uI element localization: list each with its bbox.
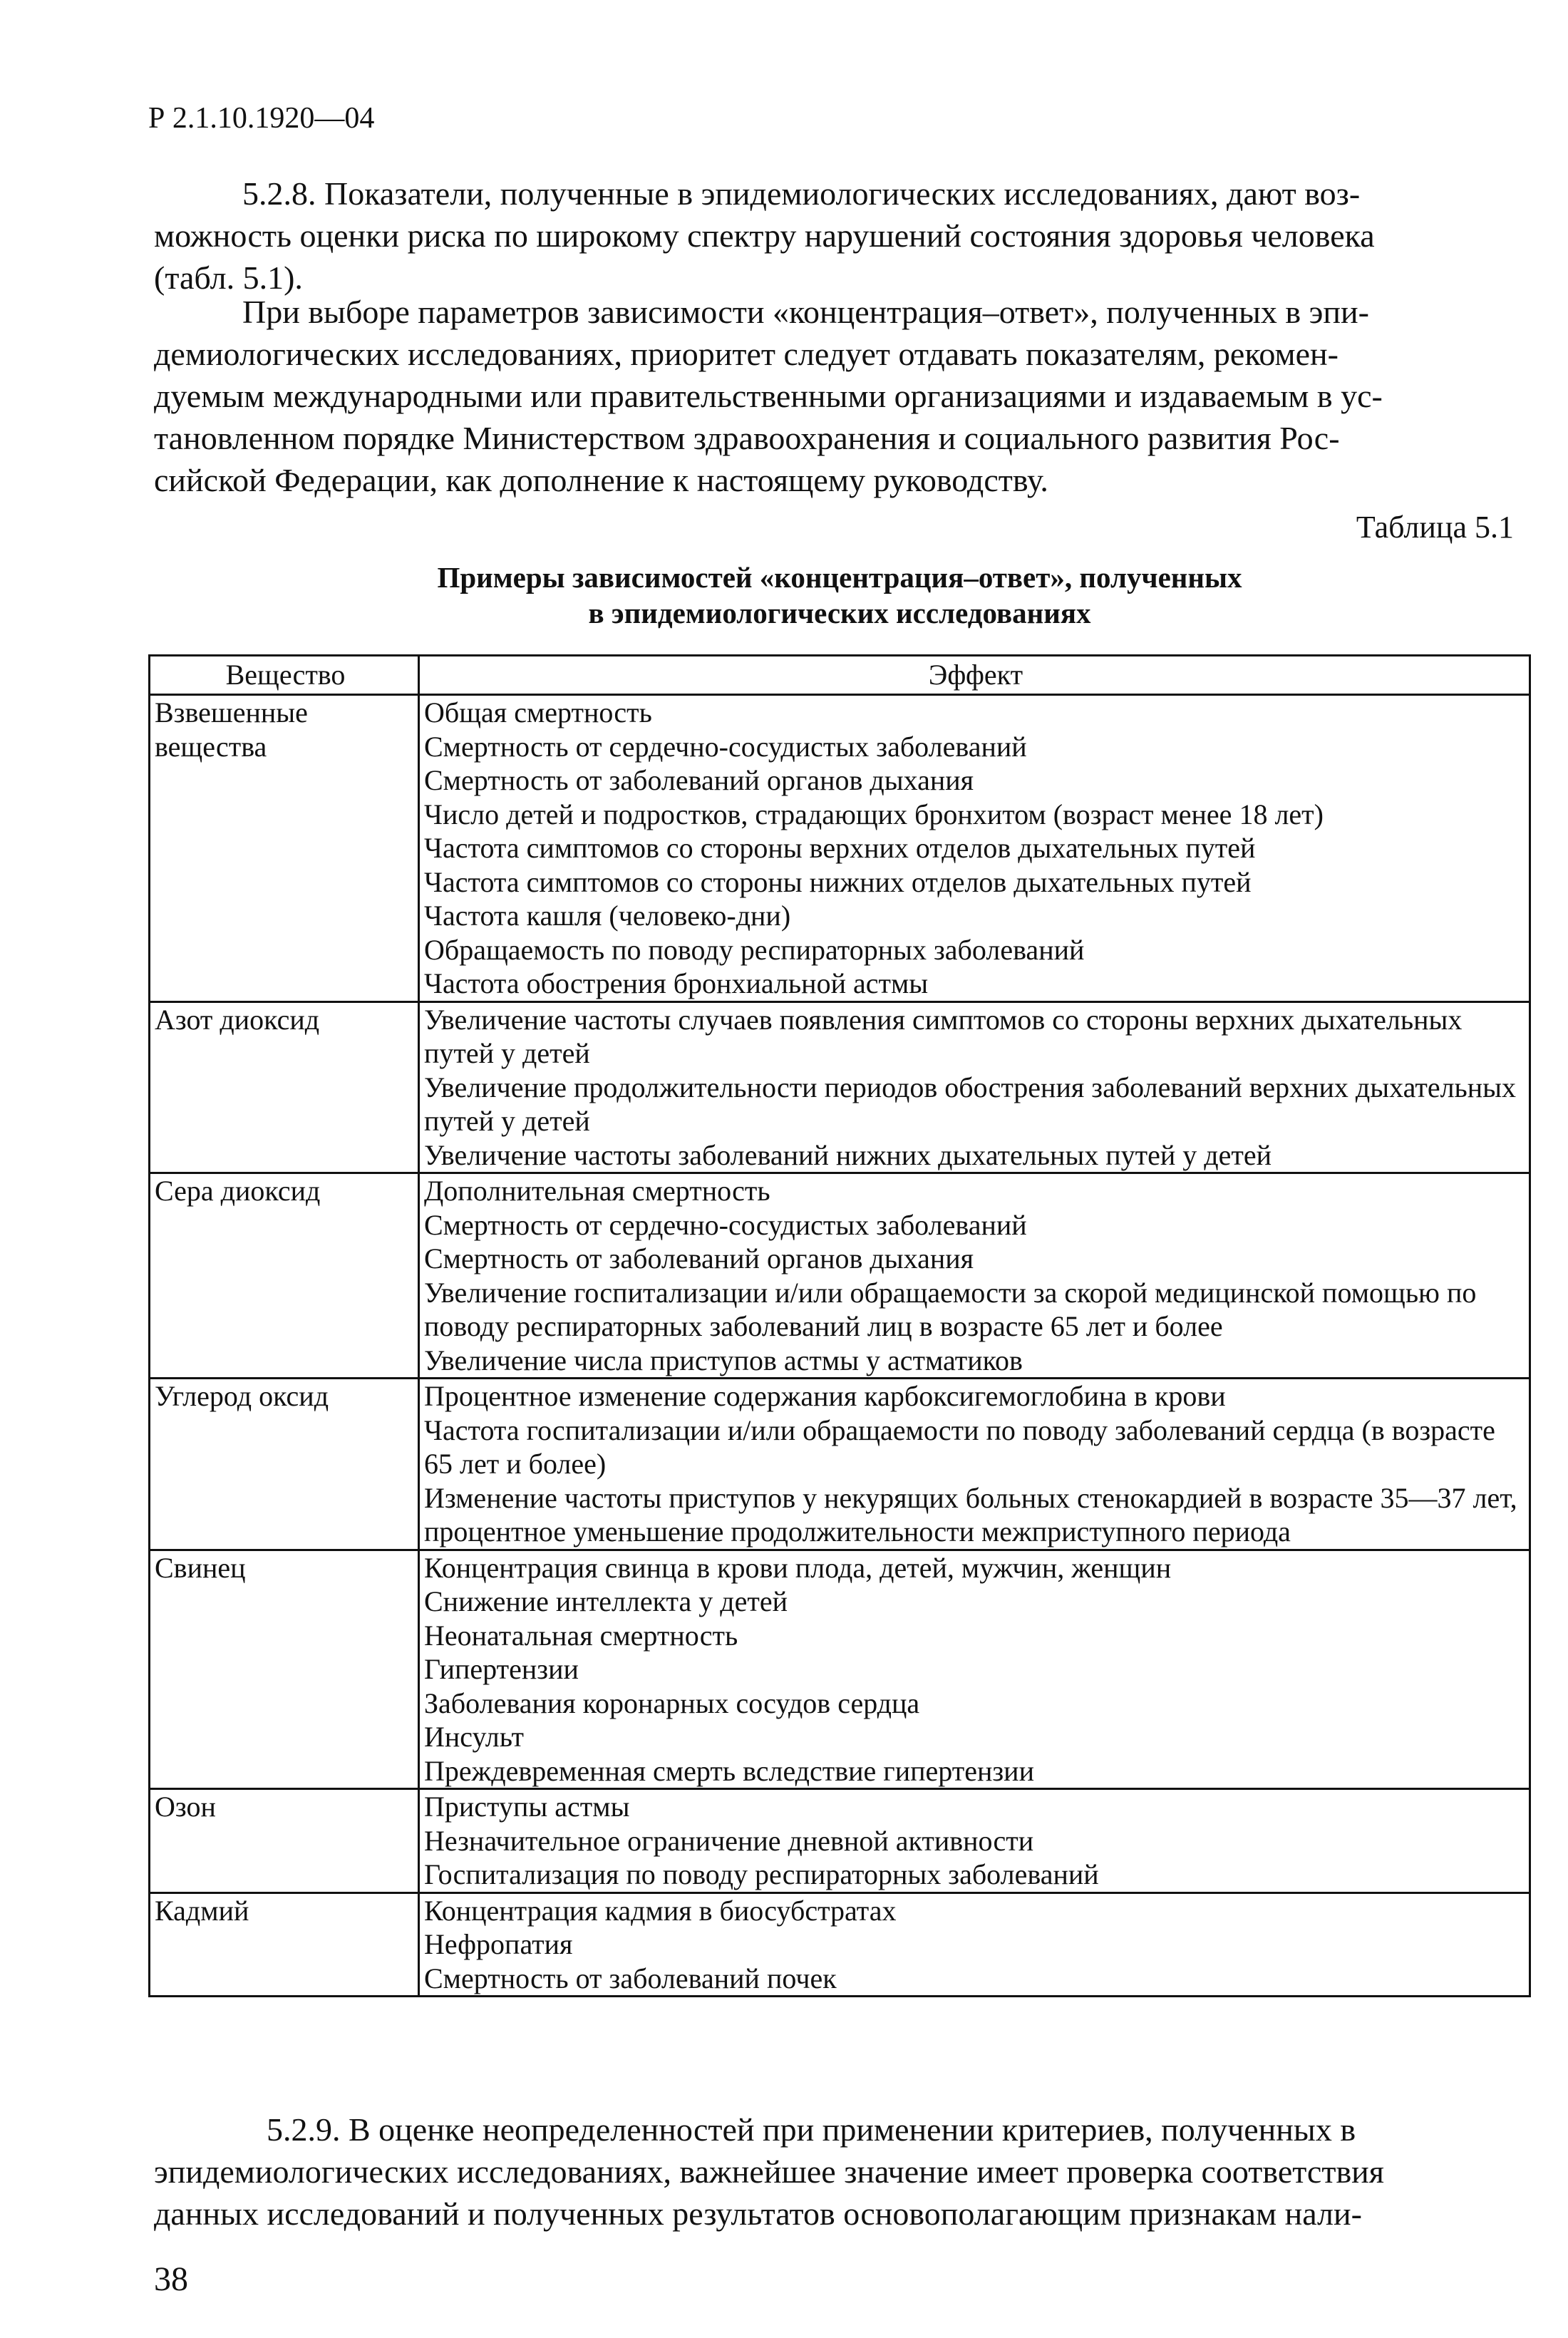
table-row [150,1550,1530,1789]
effects-cell [419,1789,1530,1893]
effect-item: Госпитализация по поводу респираторных заболеваний [424,1858,1099,1890]
effect-item: Неонатальная смертность [424,1619,738,1652]
substance-cell: Кадмий [150,1892,419,1997]
effect-item: Снижение интеллекта у детей [424,1585,788,1617]
effect-item: Гипертензии [424,1653,579,1685]
effects-cell [419,1379,1530,1550]
column-header-effect: Эффект [419,656,1530,695]
table-row [150,695,1530,1002]
table-title [154,560,1525,631]
page-number: 38 [154,2260,188,2298]
effect-item: Увеличение частоты случаев появления симптомов со стороны верхних дыхательных путей у детей [424,1003,1463,1069]
table-title-line: в эпидемиологических исследованиях [588,597,1091,629]
effects-cell [419,1001,1530,1173]
table-row [150,1173,1530,1379]
effect-item: Процентное изменение содержания карбоксигемоглобина в крови [424,1380,1226,1412]
paragraph-line: 5.2.8. Показатели, полученные в эпидемиологических исследованиях, дают воз- [242,175,1361,212]
paragraph-5-2-8 [154,172,1525,299]
table-title-line: Примеры зависимостей «концентрация–ответ», полученных [437,561,1242,594]
effect-item: Инсульт [424,1721,524,1753]
table-row [150,1001,1530,1173]
effect-item: Увеличение продолжительности периодов обострения заболеваний верхних дыхательных путей у детей [424,1071,1517,1137]
effect-item: Общая смертность [424,696,652,728]
effect-item: Увеличение числа приступов астмы у астматиков [424,1344,1023,1376]
substance-cell: Взвешенные вещества [150,695,419,1002]
effects-cell [419,1892,1530,1997]
effect-item: Частота симптомов со стороны нижних отделов дыхательных путей [424,865,1252,898]
paragraph-line: можность оценки риска по широкому спектру нарушений состояния здоровья человека [154,217,1375,254]
effects-cell [419,695,1530,1002]
paragraph-5-2-9 [154,2108,1525,2235]
effect-item: Смертность от сердечно-сосудистых заболеваний [424,1208,1027,1241]
effect-item: Частота госпитализации и/или обращаемости по поводу заболеваний сердца (в возрасте 65 лет и более) [424,1413,1495,1480]
effect-item: Смертность от заболеваний органов дыхания [424,1242,974,1274]
effect-item: Частота обострения бронхиальной астмы [424,967,929,999]
effect-item: Приступы астмы [424,1791,630,1823]
substance-cell: Свинец [150,1550,419,1789]
paragraph-line: данных исследований и полученных результатов основополагающим признакам нали- [154,2195,1362,2232]
paragraph-line: демиологических исследованиях, приоритет следует отдавать показателям, рекомен- [154,336,1339,372]
paragraph-line: 5.2.9. В оценке неопределенностей при применении критериев, полученных в [267,2111,1356,2148]
paragraph-line: При выборе параметров зависимости «концентрация–ответ», полученных в эпи- [242,294,1369,330]
effect-item: Увеличение частоты заболеваний нижних дыхательных путей у детей [424,1138,1272,1171]
paragraph-line: эпидемиологических исследованиях, важнейшее значение имеет проверка соответствия [154,2153,1384,2190]
column-header-substance: Вещество [150,656,419,695]
effect-item: Частота кашля (человеко-дни) [424,900,791,932]
effect-item: Частота симптомов со стороны верхних отделов дыхательных путей [424,832,1256,864]
effect-item: Увеличение госпитализации и/или обращаемости за скорой медицинской помощью по поводу респираторных заболеваний лиц в возрасте 65 лет и более [424,1276,1477,1342]
effect-item: Незначительное ограничение дневной активности [424,1824,1034,1857]
effect-item: Заболевания коронарных сосудов сердца [424,1686,920,1719]
substance-cell: Азот диоксид [150,1001,419,1173]
table-row [150,1379,1530,1550]
effect-item: Обращаемость по поводу респираторных заболеваний [424,933,1085,966]
paragraph-line: дуемым международными или правительственными организациями и издаваемым в ус- [154,378,1383,414]
table-row [150,1892,1530,1997]
effect-item: Смертность от сердечно-сосудистых заболеваний [424,730,1027,763]
table-row [150,1789,1530,1893]
effect-item: Изменение частоты приступов у некурящих больных стенокардией в возрасте 35—37 лет, процентное уменьшение продолжительности межприступного периода [424,1481,1517,1547]
substance-cell: Сера диоксид [150,1173,419,1379]
effects-cell [419,1550,1530,1789]
paragraph-line: сийской Федерации, как дополнение к настоящему руководству. [154,462,1048,498]
paragraph-concentration-response [154,291,1525,501]
effect-item: Дополнительная смертность [424,1175,770,1207]
effect-item: Смертность от заболеваний органов дыхания [424,764,974,796]
effects-table [148,654,1531,1997]
table-header-row [150,656,1530,695]
effect-item: Смертность от заболеваний почек [424,1962,837,1994]
effect-item: Число детей и подростков, страдающих бронхитом (возраст менее 18 лет) [424,798,1324,830]
effect-item: Преждевременная смерть вследствие гипертензии [424,1754,1034,1787]
effects-cell [419,1173,1530,1379]
paragraph-line: тановленном порядке Министерством здравоохранения и социального развития Рос- [154,420,1340,456]
effect-item: Концентрация свинца в крови плода, детей, мужчин, женщин [424,1551,1172,1584]
substance-cell: Озон [150,1789,419,1893]
document-code: Р 2.1.10.1920—04 [148,102,375,135]
effect-item: Нефропатия [424,1928,573,1960]
effect-item: Концентрация кадмия в биосубстратах [424,1894,897,1927]
paragraph-line: (табл. 5.1). [154,259,303,296]
table-label: Таблица 5.1 [1356,510,1514,545]
substance-cell: Углерод оксид [150,1379,419,1550]
